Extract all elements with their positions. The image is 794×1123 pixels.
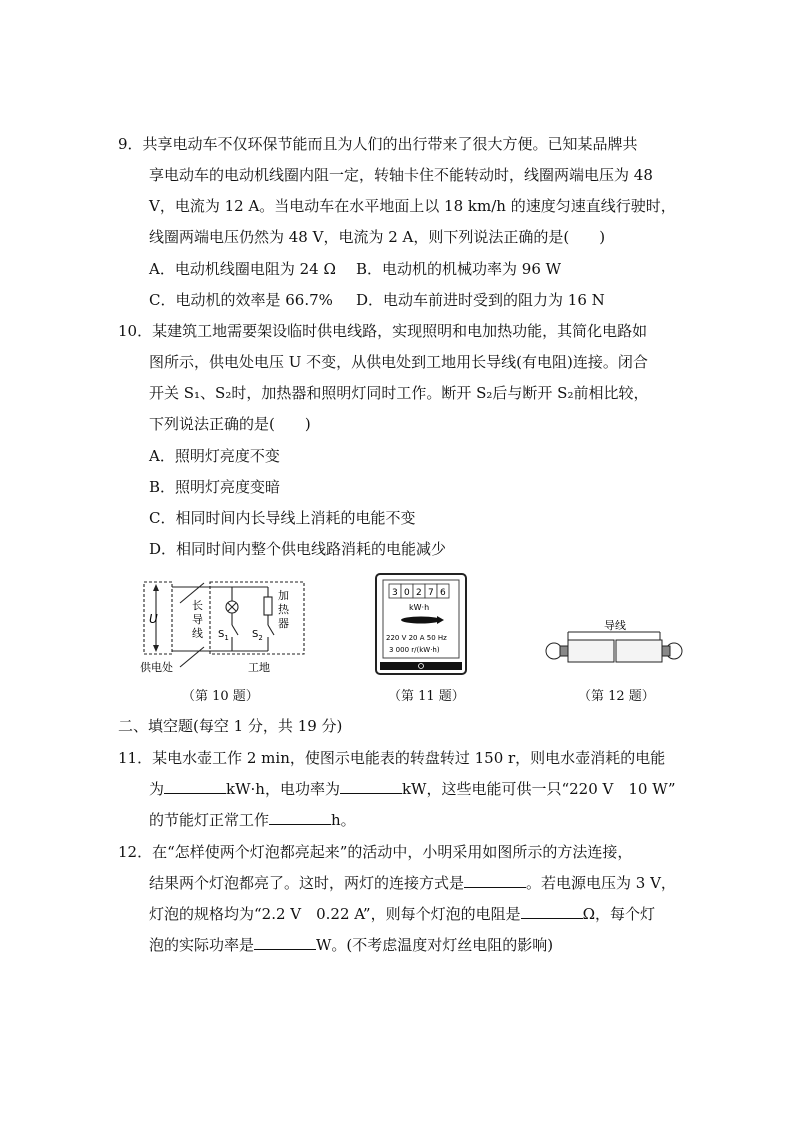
meter-digit-5: 6	[440, 588, 446, 598]
q12-blank-power[interactable]	[254, 935, 316, 950]
figure-11-energy-meter	[374, 572, 468, 676]
fig10-long-wire-2: 导	[192, 613, 203, 626]
fig10-s1-label: $S_1$	[218, 629, 229, 642]
fig10-heater-2: 热	[278, 603, 289, 616]
q10-option-b: B．照明灯亮度变暗	[149, 478, 281, 496]
meter-rotating-disc	[401, 617, 441, 624]
fig12-wire-label: 导线	[604, 620, 626, 632]
q12-blank-connection[interactable]	[464, 873, 526, 888]
q10-line-3: 开关 S₁、S₂时，加热器和照明灯同时工作。断开 S₂后与断开 S₂前相比较，	[149, 384, 649, 402]
fig10-site-label: 工地	[248, 661, 270, 674]
fig10-long-wire-1: 长	[192, 599, 203, 612]
q11-blank-power[interactable]	[340, 779, 402, 794]
fig10-u-label: U	[149, 612, 158, 626]
q9-option-a: A．电动机线圈电阻为 24 Ω	[149, 260, 336, 278]
q12-line-4: 泡的实际功率是 W。(不考虑温度对灯丝电阻的影响)	[149, 936, 554, 954]
q11-line-2: 为 kW·h，电功率为 kW，这些电能可供一只“220 V 10 W”	[149, 780, 676, 798]
q9-line-2: 享电动车的电动机线圈内阻一定，转轴卡住不能转动时，线圈两端电压为 48	[149, 166, 653, 184]
q11-blank-hours[interactable]	[269, 810, 331, 825]
q11-line-1: 11．某电水壶工作 2 min，使图示电能表的转盘转过 150 r，则电水壶消耗的电能	[118, 749, 666, 767]
fig10-s2-label: $S_2$	[252, 629, 263, 642]
meter-spec-line-2: 3 000 r/(kW·h)	[389, 646, 440, 654]
q9-line-1: 9．共享电动车不仅环保节能而且为人们的出行带来了很大方便。已知某品牌共	[118, 135, 638, 153]
q10-line-4: 下列说法正确的是( )	[149, 415, 311, 433]
fig10-heater-1: 加	[278, 589, 289, 602]
q9-line-3: V，电流为 12 A。当电动车在水平地面上以 18 km/h 的速度匀速直线行驶时，	[149, 197, 676, 215]
figure-11-caption: （第 11 题）	[388, 689, 465, 704]
meter-spec-line-1: 220 V 20 A 50 Hz	[386, 634, 447, 642]
q10-option-c: C．相同时间内长导线上消耗的电能不变	[149, 509, 416, 527]
meter-digit-4: 7	[428, 588, 434, 598]
q10-line-1: 10．某建筑工地需要架设临时供电线路，实现照明和电加热功能，其简化电路如	[118, 322, 648, 340]
meter-unit-label: kW·h	[409, 603, 430, 612]
figure-12-caption: （第 12 题）	[578, 689, 655, 704]
q9-option-b: B．电动机的机械功率为 96 W	[356, 260, 562, 278]
q10-option-d: D．相同时间内整个供电线路消耗的电能减少	[149, 540, 447, 558]
section-2-title: 二、填空题(每空 1 分，共 19 分)	[118, 717, 343, 735]
fig10-supply-label: 供电处	[140, 661, 173, 674]
figure-10-caption: （第 10 题）	[182, 689, 259, 704]
q10-line-2: 图所示，供电处电压 U 不变，从供电处到工地用长导线(有电阻)连接。闭合	[149, 353, 648, 371]
q12-line-1: 12．在“怎样使两个灯泡都亮起来”的活动中，小明采用如图所示的方法连接，	[118, 843, 633, 861]
fig10-heater-3: 器	[278, 617, 289, 630]
q11-line-3: 的节能灯正常工作 h。	[149, 811, 356, 829]
fig10-long-wire-3: 线	[192, 627, 203, 640]
meter-digit-3: 2	[416, 588, 422, 598]
q9-line-4: 线圈两端电压仍然为 48 V，电流为 2 A，则下列说法正确的是( )	[149, 228, 606, 246]
q11-blank-energy[interactable]	[164, 779, 226, 794]
q12-blank-resistance[interactable]	[521, 904, 583, 919]
figure-10-circuit	[138, 575, 318, 680]
q9-option-d: D．电动车前进时受到的阻力为 16 N	[356, 291, 605, 309]
q12-line-2: 结果两个灯泡都亮了。这时，两灯的连接方式是 。若电源电压为 3 V，	[149, 874, 676, 892]
q10-option-a: A．照明灯亮度不变	[149, 447, 280, 465]
q12-line-3: 灯泡的规格均为“2.2 V 0.22 A”，则每个灯泡的电阻是 Ω，每个灯	[149, 905, 656, 923]
figure-12-bulbs	[540, 620, 688, 676]
meter-digit-1: 3	[392, 588, 398, 598]
meter-digit-2: 0	[404, 588, 410, 598]
q9-option-c: C．电动机的效率是 66.7%	[149, 291, 333, 309]
